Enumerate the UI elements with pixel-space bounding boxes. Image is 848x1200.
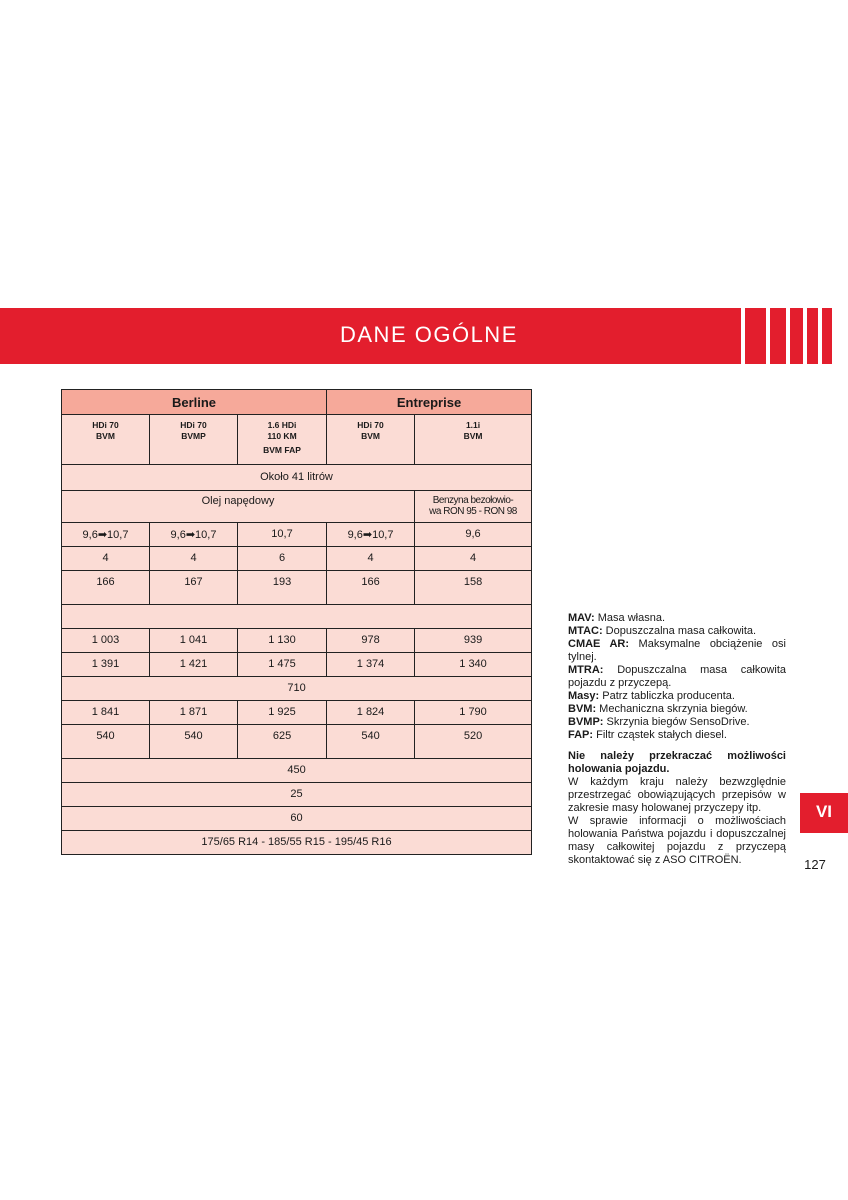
notes-panel — [568, 612, 786, 867]
table-row — [62, 807, 532, 831]
table-cell: 1 340 — [415, 653, 532, 677]
table-row — [62, 547, 532, 571]
page-number: 127 — [804, 857, 826, 872]
table-row — [62, 571, 532, 605]
note-text: Mechaniczna skrzynia biegów. — [596, 703, 748, 715]
table-row — [62, 759, 532, 783]
gearbox: BVMP — [181, 431, 206, 441]
table-cell: 1 421 — [150, 653, 238, 677]
table-cell: 1 475 — [238, 653, 327, 677]
note-text: Patrz tabliczka producenta. — [599, 690, 735, 702]
table-cell: 540 — [62, 725, 150, 759]
note-mtac — [568, 625, 786, 638]
note-masy — [568, 690, 786, 703]
note-text: Masa własna. — [594, 612, 665, 624]
table-row — [62, 491, 532, 523]
fuel-petrol-line: wa RON 95 - RON 98 — [429, 506, 517, 517]
table-cell: 450 — [62, 759, 532, 783]
banner-stripe-gap — [786, 308, 790, 364]
note-term: FAP: — [568, 729, 594, 741]
gearbox: BVM — [361, 431, 380, 441]
table-cell: 1 391 — [62, 653, 150, 677]
chapter-tab — [800, 793, 848, 833]
gearbox: BVM FAP — [263, 445, 301, 455]
table-cell: 4 — [327, 547, 415, 571]
table-cell: 9,6➡10,7 — [150, 523, 238, 547]
note-cmae — [568, 638, 786, 664]
table-row — [62, 465, 532, 491]
note-text: Maksymalne obciążenie osi tylnej. — [568, 638, 786, 663]
specifications-table — [61, 389, 532, 855]
note-fap — [568, 729, 786, 742]
table-row — [62, 523, 532, 547]
model-name: HDi 70 — [92, 420, 119, 430]
note-mtra — [568, 664, 786, 690]
fuel-tank-capacity: Około 41 litrów — [62, 465, 532, 491]
model-cell — [238, 415, 327, 465]
gearbox: BVM — [463, 431, 483, 441]
table-cell: 1 790 — [415, 701, 532, 725]
table-cell: 10,7 — [238, 523, 327, 547]
table-row — [62, 677, 532, 701]
empty-cell — [62, 605, 532, 629]
table-cell: 1 925 — [238, 701, 327, 725]
fuel-type-petrol — [415, 491, 532, 523]
warning-title-text: Nie należy przekraczać możliwości holowania pojazdu. — [568, 750, 786, 775]
model-power: 110 KM — [267, 431, 297, 441]
note-term: MTRA: — [568, 664, 604, 676]
table-row — [62, 629, 532, 653]
table-row — [62, 725, 532, 759]
model-cell — [415, 415, 532, 465]
table-cell: 167 — [150, 571, 238, 605]
table-cell: 4 — [62, 547, 150, 571]
fuel-type-diesel: Olej napędowy — [62, 491, 415, 523]
note-term: Masy: — [568, 690, 600, 702]
table-cell: 25 — [62, 783, 532, 807]
table-cell: 9,6➡10,7 — [62, 523, 150, 547]
table-cell: 1 003 — [62, 629, 150, 653]
table-cell: 9,6 — [415, 523, 532, 547]
table-cell: 193 — [238, 571, 327, 605]
table-cell: 625 — [238, 725, 327, 759]
towing-warning-paragraph: W każdym kraju należy bezwzględnie przestrzegać obowiązujących przepisów w zakresie masy holowanej przyczepy itp. — [568, 776, 786, 814]
note-text: Skrzynia biegów SensoDrive. — [603, 716, 750, 728]
tyre-sizes: 175/65 R14 - 185/55 R15 - 195/45 R16 — [62, 831, 532, 855]
table-cell: 1 841 — [62, 701, 150, 725]
note-term: MAV: — [568, 612, 595, 624]
table-cell: 1 130 — [238, 629, 327, 653]
table-cell: 166 — [327, 571, 415, 605]
banner-stripe-gap — [803, 308, 807, 364]
table-cell: 520 — [415, 725, 532, 759]
section-header-banner — [0, 308, 848, 364]
table-cell: 1 041 — [150, 629, 238, 653]
table-cell: 1 871 — [150, 701, 238, 725]
note-term: CMAE AR: — [568, 638, 630, 650]
table-header-row — [62, 390, 532, 415]
banner-stripe-gap — [818, 308, 822, 364]
model-name: HDi 70 — [180, 420, 207, 430]
table-row — [62, 653, 532, 677]
note-bvmp — [568, 716, 786, 729]
table-cell: 540 — [150, 725, 238, 759]
table-cell: 710 — [62, 677, 532, 701]
note-text: Dopuszczalna masa całkowita. — [602, 625, 757, 637]
model-row — [62, 415, 532, 465]
table-cell: 158 — [415, 571, 532, 605]
table-row — [62, 783, 532, 807]
model-name: 1.1i — [465, 420, 481, 430]
table-cell: 4 — [150, 547, 238, 571]
group-berline: Berline — [62, 390, 327, 415]
model-name: 1.6 HDi — [267, 420, 297, 430]
model-cell — [62, 415, 150, 465]
table-cell: 4 — [415, 547, 532, 571]
model-cell — [327, 415, 415, 465]
note-mav — [568, 612, 786, 625]
chapter-number: VI — [815, 802, 833, 821]
note-term: BVMP: — [568, 716, 604, 728]
table-cell: 6 — [238, 547, 327, 571]
table-row — [62, 831, 532, 855]
banner-stripe-gap — [741, 308, 745, 364]
note-bvm — [568, 703, 786, 716]
note-text: Filtr cząstek stałych diesel. — [593, 729, 727, 741]
table-cell: 60 — [62, 807, 532, 831]
model-name: HDi 70 — [357, 420, 384, 430]
section-title: DANE OGÓLNE — [340, 322, 518, 347]
table-cell: 939 — [415, 629, 532, 653]
table-cell: 540 — [327, 725, 415, 759]
table-cell: 1 374 — [327, 653, 415, 677]
table-cell: 1 824 — [327, 701, 415, 725]
towing-warning-title — [568, 750, 786, 776]
towing-info-paragraph: W sprawie informacji o możliwościach holowania Państwa pojazdu i dopuszczalnej masy całkowitej pojazdu z przyczepą skontaktować się z ASO CITROËN. — [568, 815, 786, 866]
table-cell: 166 — [62, 571, 150, 605]
note-term: MTAC: — [568, 625, 603, 637]
fuel-petrol-line: Benzyna bezołowio- — [432, 495, 514, 506]
table-row — [62, 701, 532, 725]
model-cell — [150, 415, 238, 465]
group-entreprise: Entreprise — [327, 390, 532, 415]
note-term: BVM: — [568, 703, 597, 715]
banner-stripe-gap — [766, 308, 770, 364]
banner-stripe-gap — [832, 308, 848, 364]
gearbox: BVM — [96, 431, 115, 441]
table-row-empty — [62, 605, 532, 629]
note-text: Dopuszczalna masa całkowita pojazdu z przyczepą. — [568, 664, 786, 689]
table-cell: 9,6➡10,7 — [327, 523, 415, 547]
table-cell: 978 — [327, 629, 415, 653]
